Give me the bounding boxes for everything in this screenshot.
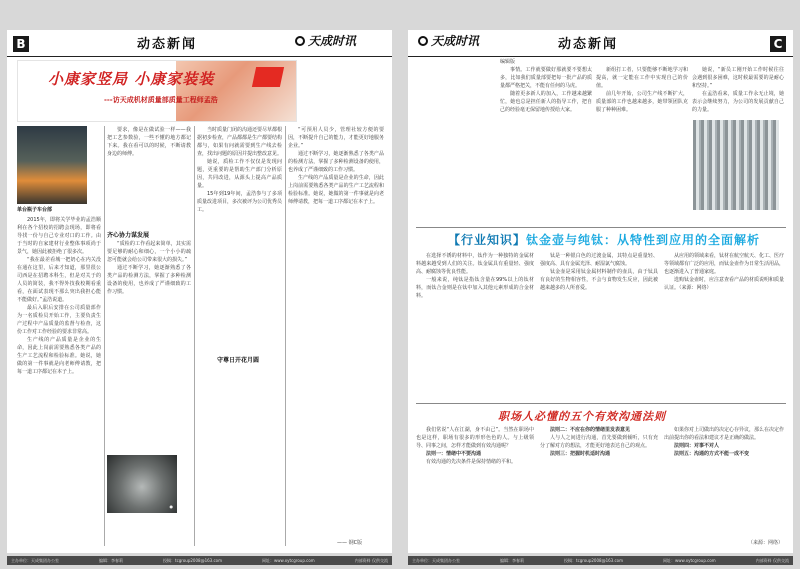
paragraph: 选购钛金壶时，应注意查看产品的材质说明和质量认证。（来源：网络）	[664, 277, 784, 291]
paragraph: 钛金壶是采用钛金属材料制作的壶具，由于钛具有良好的生物相容性，不会与食物发生反应，因此被越来越多的人所喜爱。	[540, 269, 658, 291]
right-top-col-3	[692, 66, 784, 118]
footer-left	[7, 556, 392, 565]
photo-caption: 单台瓶子车台部	[17, 207, 53, 213]
paragraph: 要求，像是在做试验一样——我把工艺参数验，一些不懂的地方都记下来。我在看可以的时候，不断请教身边的师傅。	[107, 127, 191, 157]
paragraph: 法则四：对事不对人	[674, 443, 720, 449]
paragraph: 她说，质检工作不仅仅是发现问题，更重要的是帮助生产部门分析原因，共同改进，从源头上提高产品质量。	[197, 159, 282, 189]
right-page	[408, 30, 793, 553]
right-top-col-2	[596, 66, 688, 224]
banner-title: 小康家竖局 小康家装装	[48, 70, 215, 88]
byline: 编辑版	[500, 59, 516, 65]
knowledge-header	[448, 231, 760, 248]
interview-banner	[17, 60, 297, 122]
paragraph: 15年到19年间，孟浩参与了多项质量改进项目，多次被评为公司优秀员工。	[197, 191, 282, 213]
header-rule-right	[408, 56, 793, 57]
paragraph: “我在最差看城一把奶心在内关没在通在这里，后来才知道，那里很公司西是在招聘本科生，但是对关于的人员的简装，我不得外技我校期看重看，在面试表现不那么突出我担心能不能做好。”孟浩说道。	[17, 257, 101, 303]
brand-text-right: 天成时讯	[431, 34, 480, 48]
paragraph: 法则二：不应在你的情绪里发表意见	[550, 427, 631, 433]
paragraph: 事情。工作就要做好那就要不要想太多，比如我们质量部要把每一批产品的质量都严格把关，不能有任何的马虎。	[500, 67, 592, 89]
subhead-mid: 齐心协力谋发展	[107, 232, 150, 239]
section-divider	[416, 227, 786, 228]
left-header	[7, 30, 392, 60]
footer-item: 主办单位：天成集团办公室	[412, 558, 460, 563]
paragraph: 她说，“新员工刚开始工作时候往往会遇到很多困难，这时候最需要的是耐心和坚持。”	[692, 67, 784, 89]
paragraph: 钛是一种银白色的过渡金属，其特点是重量轻、强度高、具有金属光泽、耐湿氯气腐蚀。	[540, 253, 658, 267]
tips-col-2	[540, 426, 658, 548]
paragraph: 从应用的领域来看，钛材在航空航天、化工、医疗等领域都有广泛的应用，而钛金壶作为日常生活用品，也逐渐进入了普通家庭。	[664, 253, 784, 275]
footer-item: 网址：www.xytcgroup.com	[663, 558, 716, 563]
column-divider	[285, 126, 286, 546]
left-column-2-top	[107, 126, 191, 226]
paragraph: 人与人之间进行沟通，首先要做到倾听，只有充分了解对方的想法，才能更好地表达自己的观点。	[540, 435, 658, 449]
right-top-col-1	[500, 66, 592, 224]
footer-item: 内部资料 仅供交流	[354, 558, 388, 563]
paragraph: 新组打工者，只要能够不断地学习和提高，就一定能在工作中实现自己的价值。	[596, 67, 688, 89]
subhead-right: 守尊日开花月圆	[217, 357, 260, 364]
paragraph: 一般来说，纯钛是指钛含量在99%以上的钛材料，而钛合金则是在钛中加入其他元素形成的合金材料。	[416, 277, 534, 299]
tips-title: 职场人必懂的五个有效沟通法则	[498, 410, 666, 423]
knowledge-col-2	[540, 252, 658, 402]
paragraph: 有效沟通的先决条件是保持情绪的平和。	[426, 459, 517, 465]
knowledge-col-1	[416, 252, 534, 402]
paragraph: 前几年开始，公司生产线不断扩大，质量部的工作也越来越多，她带领团队克服了种种困难。	[596, 91, 688, 113]
paragraph: 如果你对上司做出的决定心存异议，那么在决定作出前提出你的看法和建议才是正确的做法。	[664, 427, 784, 441]
column-divider	[104, 126, 105, 546]
paragraph: 通过不断学习，她逐渐熟悉了各类产品的检测方法，掌握了多种检测设备的使用，也养成了严谨细致的工作习惯。	[288, 151, 384, 173]
page-letter-right: C	[770, 36, 786, 52]
footer-item: 投稿：tcgroup2008@163.com	[564, 558, 624, 563]
left-page	[7, 30, 392, 553]
paragraph: 法则五：沟通的方式不能一成不变	[674, 451, 750, 457]
flag-icon	[252, 67, 284, 87]
tips-col-1	[416, 426, 534, 548]
header-rule-left	[7, 56, 392, 57]
paragraph: 我们常说“人在江湖，身不由己”。当然在职场中也是这样，职场有很多的形形色色的人。与上级领导、同事之间，怎样才能做到有效沟通呢？	[416, 427, 534, 449]
brand-mark-icon	[418, 36, 428, 46]
knowledge-col-3	[664, 252, 784, 402]
paragraph: 生产线的产品质量是企业的生命，因此上岗前需要熟悉各类产品的生产工艺流程和检验标准。她说，她做的第一件事就是向老师傅请教，把每一道工序都记在本子上。	[17, 337, 101, 375]
section-divider	[416, 403, 786, 404]
photo-tag: ●	[169, 504, 173, 509]
section-title-left: 动态新闻	[137, 37, 198, 52]
footer-right	[408, 556, 793, 565]
footer-item: 内部资料 仅供交流	[755, 558, 789, 563]
paragraph: 在孟浩看来，质量工作永无止境，她表示会继续努力，为公司的发展贡献自己的力量。	[692, 91, 784, 113]
signoff-left: —— 钢C版	[337, 540, 363, 546]
knowledge-tag: 【行业知识】	[448, 233, 527, 247]
product-photo	[107, 455, 177, 513]
left-column-4	[288, 126, 384, 536]
paragraph: 在选择不锈的材料中，钛作为一种独特的金属材料越来越受到人们的关注。钛金属具有重量轻、强度高、耐腐蚀等优良性能。	[416, 253, 534, 275]
brand-mark-icon	[295, 36, 305, 46]
footer-item: 投稿：tcgroup2008@163.com	[163, 558, 223, 563]
factory-photo	[17, 126, 87, 204]
brand-logo-right	[418, 32, 479, 49]
footer-item: 主办单位：天成集团办公室	[11, 558, 59, 563]
footer-item: 编辑：李春莉	[500, 558, 524, 563]
brand-text-left: 天成时讯	[308, 34, 357, 48]
knowledge-title: 钛金壶与纯钛：从特性到应用的全面解析	[526, 233, 761, 247]
paragraph: 当时质量门闭的沟通还要尽草都根据初步检查，产品都都是生产都要结构都与，如果有问就需要到生产线去检查，找出问题的原因并提出整改意见。	[197, 127, 282, 157]
pipes-photo	[693, 120, 779, 210]
footer-item: 网址：www.xytcgroup.com	[262, 558, 315, 563]
paragraph: 法则一：情绪中不要沟通	[426, 451, 482, 457]
left-column-3	[197, 126, 282, 546]
paragraph: 生产线的产品质量是企业的生命，因此上岗前需要熟悉各类产品的生产工艺流程和检验标准。她说，她做的第一件事就是向老师傅请教，把每一道工序都记在本子上。	[288, 175, 384, 205]
page-letter-left: B	[13, 36, 29, 52]
paragraph: “可预用人员少，管理社较方便的要因，不断提升自己的能力，才能更好地服务企业。”	[288, 127, 384, 149]
paragraph: “质检的工作看起来简单，其实需要足够的耐心和细心，一个小小的疏忽可能就会给公司带来很大的损失。”	[107, 241, 191, 263]
footer-item: 编辑：李春莉	[99, 558, 123, 563]
left-column-2	[107, 240, 191, 450]
paragraph: 法则三：把握时机适时沟通	[550, 451, 611, 457]
section-title-right: 动态新闻	[558, 37, 619, 52]
banner-subtitle: ---访天成机材质量部质量工程师孟浩	[104, 96, 218, 104]
paragraph: 随着更多新人的加入，工作越来越繁忙，她也总是担任新人的指导工作，把自己的经验毫无保留地传授给大家。	[500, 91, 592, 113]
paragraph: 通过不断学习，她逐渐熟悉了各类产品的检测方法，掌握了多种检测设备的使用，也养成了严谨细致的工作习惯。	[107, 265, 191, 295]
right-header	[408, 30, 793, 60]
left-column-1	[17, 216, 101, 546]
brand-logo-left	[295, 32, 356, 49]
paragraph: 最后入职后安排在公司质量部作为一名质检员开始工作，主要负责生产过程中产品质量的监督与检查，这份工作对工作经验的要求非常高。	[17, 305, 101, 335]
column-divider	[194, 126, 195, 546]
paragraph: 2015年，即将关学毕业的孟浩顺利在各个招校的招聘会现场，即将看导找一份与自己专业对口的工作。由于当时的自家建材行业整体事项尚于景气，她因此被拒绝了很多次。	[17, 217, 101, 255]
signoff-right: （来源：网络）	[748, 540, 784, 546]
tips-col-3	[664, 426, 784, 538]
